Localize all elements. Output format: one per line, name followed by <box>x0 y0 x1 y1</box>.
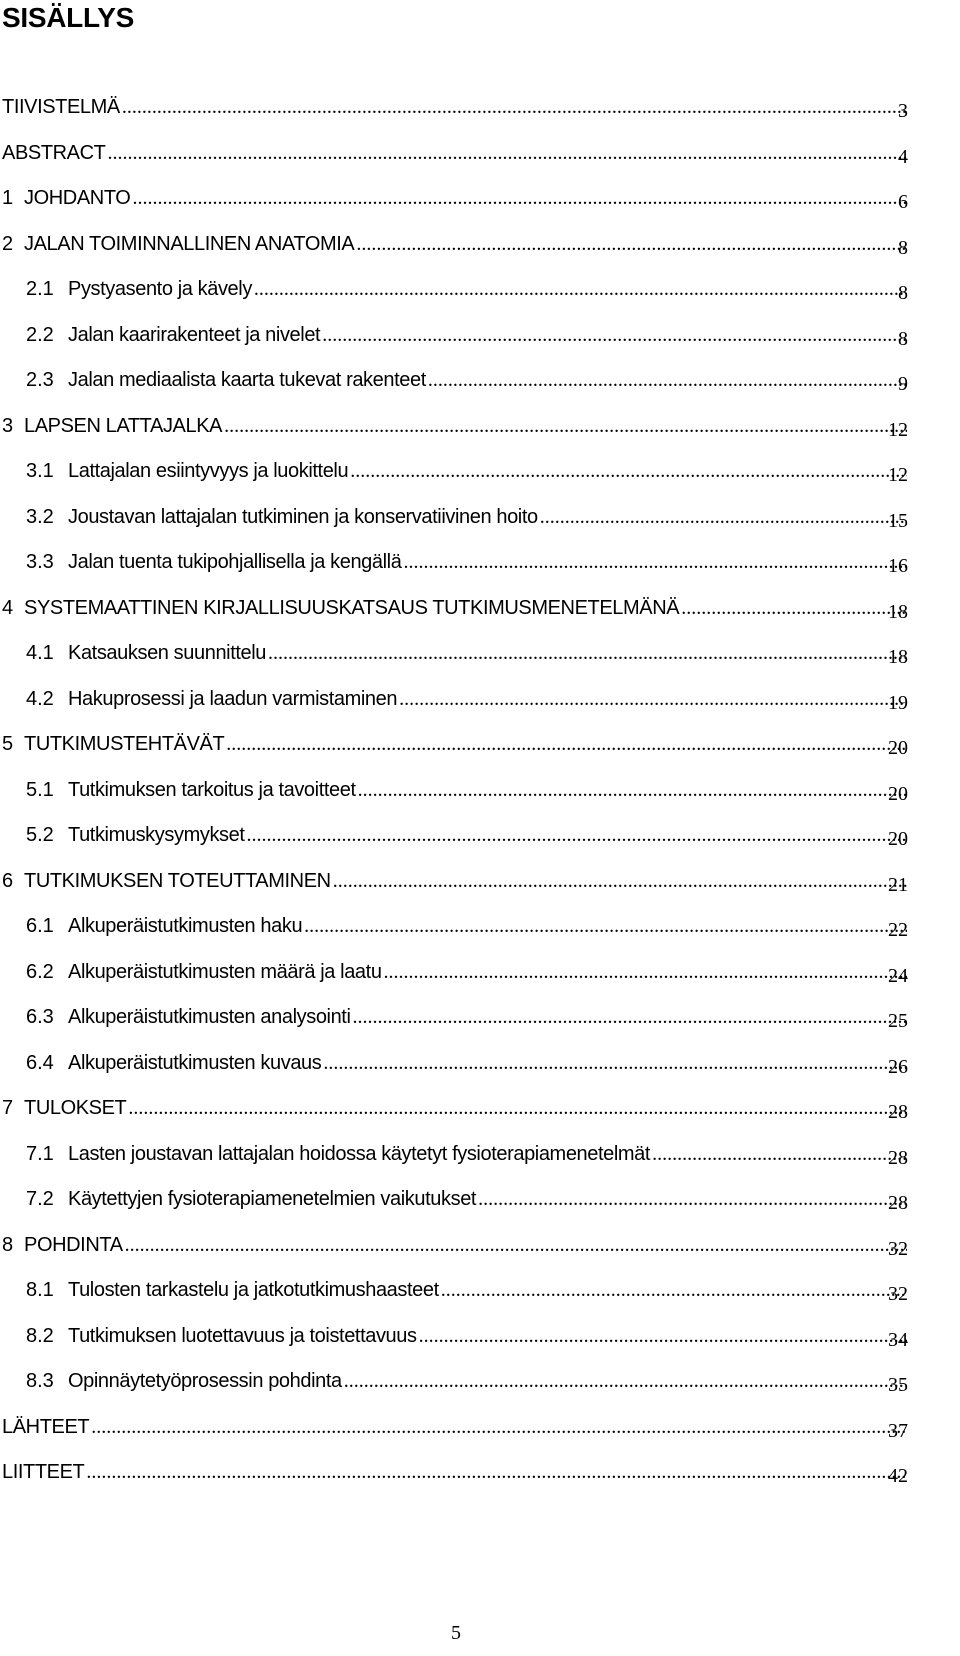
toc-entry[interactable] <box>0 956 960 1002</box>
toc-entry-line <box>26 506 907 536</box>
toc-entry-page: 35 <box>888 1374 908 1396</box>
toc-dot-leader <box>254 278 907 301</box>
toc-entry-page: 25 <box>888 1010 908 1032</box>
toc-entry[interactable] <box>0 1183 960 1229</box>
toc-entry[interactable] <box>0 1365 960 1411</box>
toc-entry-title: JOHDANTO <box>24 187 131 209</box>
toc-entry-title: Jalan tuenta tukipohjallisella ja kengällä <box>68 551 402 573</box>
toc-entry-title: TULOKSET <box>24 1097 127 1119</box>
toc-entry[interactable] <box>0 637 960 683</box>
toc-entry-number: 3 <box>2 414 14 437</box>
toc-entry-number: 2.3 <box>26 369 54 391</box>
toc-entry-page: 20 <box>888 828 908 850</box>
toc-dot-leader <box>652 1143 907 1166</box>
toc-dot-leader <box>107 142 907 165</box>
toc-entry-page: 8 <box>898 282 908 304</box>
toc-entry-number: 6.3 <box>26 1006 54 1028</box>
toc-dot-leader <box>128 1097 907 1120</box>
toc-entry-page: 20 <box>888 737 908 759</box>
toc-dot-leader <box>224 415 907 438</box>
toc-dot-leader <box>540 506 907 529</box>
toc-dot-leader <box>247 824 907 847</box>
toc-dot-leader <box>322 324 907 347</box>
toc-dot-leader <box>333 870 907 893</box>
toc-dot-leader <box>478 1188 907 1211</box>
toc-entry[interactable] <box>0 774 960 820</box>
toc-entry-line <box>26 1325 907 1355</box>
toc-entry-title: Jalan mediaalista kaarta tukevat rakenteet <box>68 369 426 391</box>
page-title: SISÄLLYS <box>2 2 134 33</box>
toc-dot-leader <box>91 1416 907 1439</box>
toc-entry-title: LIITTEET <box>2 1461 85 1483</box>
toc-entry-line <box>26 824 907 854</box>
toc-dot-leader <box>344 1370 907 1393</box>
toc-entry-title: TUTKIMUKSEN TOTEUTTAMINEN <box>24 869 331 892</box>
toc-entry[interactable] <box>0 1456 960 1502</box>
toc-entry-page: 18 <box>888 600 908 623</box>
toc-entry[interactable] <box>0 501 960 547</box>
toc-entry-page: 16 <box>888 555 908 577</box>
toc-entry-number: 4 <box>2 596 14 619</box>
toc-entry-title: Jalan kaarirakenteet ja nivelet <box>68 323 321 346</box>
toc-entry-title: Alkuperäistutkimusten haku <box>68 915 303 937</box>
toc-entry-line <box>2 1416 907 1446</box>
toc-entry-line <box>26 324 907 354</box>
toc-entry-number: 8.1 <box>26 1279 54 1301</box>
toc-entry-line <box>2 415 907 445</box>
toc-entry-number: 7 <box>2 1097 14 1119</box>
toc-entry-page: 34 <box>888 1328 908 1351</box>
toc-entry-line <box>26 1279 907 1309</box>
toc-dot-leader <box>226 733 907 756</box>
toc-entry-title: TUTKIMUSTEHTÄVÄT <box>24 733 225 755</box>
toc-entry-line <box>2 1097 907 1127</box>
toc-entry[interactable] <box>0 410 960 456</box>
toc-entry-number: 1 <box>2 187 14 209</box>
toc-entry-number: 4.1 <box>26 642 54 664</box>
toc-entry-line <box>2 597 907 627</box>
toc-entry-number: 6.4 <box>26 1051 54 1074</box>
toc-entry-number: 2.2 <box>26 323 54 346</box>
toc-entry[interactable] <box>0 1092 960 1138</box>
toc-entry-title: SYSTEMAATTINEN KIRJALLISUUSKATSAUS TUTKIMUSMENETELMÄNÄ <box>24 596 680 619</box>
toc-entry-line <box>26 688 907 718</box>
toc-entry-line <box>2 187 907 217</box>
toc-dot-leader <box>441 1279 907 1302</box>
toc-entry[interactable] <box>0 728 960 774</box>
toc-entry-page: 12 <box>888 464 908 486</box>
toc-entry-number: 3.3 <box>26 551 54 573</box>
toc-entry[interactable] <box>0 455 960 501</box>
toc-entry[interactable] <box>0 137 960 183</box>
toc-entry-number: 5.1 <box>26 778 54 801</box>
toc-entry-page: 18 <box>888 646 908 668</box>
toc-entry-line <box>2 233 907 263</box>
toc-entry[interactable] <box>0 910 960 956</box>
toc-entry-number: 7.2 <box>26 1188 54 1210</box>
toc-entry-line <box>26 915 907 945</box>
toc-entry-title: Opinnäytetyöprosessin pohdinta <box>68 1370 342 1392</box>
toc-dot-leader <box>350 460 907 483</box>
toc-dot-leader <box>356 233 907 256</box>
toc-entry-title: Lasten joustavan lattajalan hoidossa käytetyt fysioterapiamenetelmät <box>68 1142 651 1165</box>
toc-entry-number: 6.1 <box>26 915 54 937</box>
toc-entry-page: 3 <box>898 100 908 122</box>
toc-entry-title: Joustavan lattajalan tutkiminen ja konservatiivinen hoito <box>68 505 538 528</box>
toc-entry-line <box>26 460 907 490</box>
toc-entry-title: Tulosten tarkastelu ja jatkotutkimushaasteet <box>68 1279 439 1301</box>
toc-dot-leader <box>419 1325 907 1348</box>
toc-entry[interactable] <box>0 683 960 729</box>
toc-entry-line <box>2 142 907 172</box>
toc-entry-page: 21 <box>888 873 908 896</box>
toc-entry-title: Lattajalan esiintyvyys ja luokittelu <box>68 460 349 482</box>
toc-dot-leader <box>122 96 907 119</box>
toc-entry-number: 5 <box>2 733 14 755</box>
toc-entry[interactable] <box>0 364 960 410</box>
toc-dot-leader <box>132 187 907 210</box>
toc-entry-number: 8.3 <box>26 1370 54 1392</box>
toc-entry-page: 22 <box>888 919 908 941</box>
toc-entry-page: 15 <box>888 509 908 532</box>
toc-entry-title: Hakuprosessi ja laadun varmistaminen <box>68 687 398 710</box>
toc-entry-line <box>26 551 907 581</box>
toc-entry-title: Käytettyjen fysioterapiamenetelmien vaikutukset <box>68 1188 477 1210</box>
toc-entry[interactable] <box>0 1001 960 1047</box>
toc-entry-title: ABSTRACT <box>2 141 106 164</box>
toc-dot-leader <box>353 1006 907 1029</box>
toc-entry-title: LÄHTEET <box>2 1415 90 1438</box>
toc-entry-title: Alkuperäistutkimusten kuvaus <box>68 1051 322 1074</box>
toc-entry-page: 42 <box>888 1465 908 1487</box>
toc-entry[interactable] <box>0 273 960 319</box>
toc-entry[interactable] <box>0 546 960 592</box>
toc-dot-leader <box>399 688 907 711</box>
toc-entry-number: 6.2 <box>26 960 54 983</box>
toc-entry-line <box>2 733 907 763</box>
toc-entry-title: TIIVISTELMÄ <box>2 96 120 118</box>
toc-entry-page: 26 <box>888 1055 908 1078</box>
toc-entry[interactable] <box>0 182 960 228</box>
toc-entry-number: 5.2 <box>26 824 54 846</box>
toc-entry-number: 8 <box>2 1233 14 1256</box>
toc-entry-line <box>26 1052 907 1082</box>
toc-entry-page: 8 <box>898 327 908 350</box>
toc-entry-line <box>2 96 907 126</box>
toc-entry-title: POHDINTA <box>24 1233 123 1256</box>
toc-entry[interactable] <box>0 91 960 137</box>
toc-entry[interactable] <box>0 1274 960 1320</box>
toc-entry[interactable] <box>0 1138 960 1184</box>
table-of-contents <box>0 91 960 1502</box>
toc-entry-title: Tutkimuksen luotettavuus ja toistettavuus <box>68 1324 417 1347</box>
toc-entry[interactable] <box>0 1320 960 1366</box>
toc-entry-page: 24 <box>888 964 908 987</box>
toc-dot-leader <box>304 915 907 938</box>
toc-entry-title: JALAN TOIMINNALLINEN ANATOMIA <box>24 232 355 255</box>
toc-dot-leader <box>428 369 907 392</box>
toc-entry-title: Alkuperäistutkimusten analysointi <box>68 1006 351 1028</box>
toc-entry[interactable] <box>0 228 960 274</box>
toc-entry[interactable] <box>0 1411 960 1457</box>
toc-entry-number: 6 <box>2 869 14 892</box>
toc-entry-page: 28 <box>888 1192 908 1214</box>
toc-entry-line <box>26 369 907 399</box>
toc-entry-title: Pystyasento ja kävely <box>68 278 252 300</box>
toc-entry-line <box>26 961 907 991</box>
toc-entry-number: 8.2 <box>26 1324 54 1347</box>
toc-entry-line <box>26 779 907 809</box>
toc-entry[interactable] <box>0 319 960 365</box>
toc-dot-leader <box>323 1052 907 1075</box>
toc-entry[interactable] <box>0 1047 960 1093</box>
toc-entry-number: 4.2 <box>26 687 54 710</box>
toc-dot-leader <box>681 597 907 620</box>
toc-entry-line <box>26 1143 907 1173</box>
toc-entry-line <box>26 642 907 672</box>
toc-entry-page: 32 <box>888 1283 908 1305</box>
toc-entry-page: 9 <box>898 373 908 395</box>
toc-entry[interactable] <box>0 819 960 865</box>
toc-entry-number: 3.2 <box>26 505 54 528</box>
toc-entry-page: 4 <box>898 145 908 168</box>
toc-entry-line <box>2 1234 907 1264</box>
toc-entry[interactable] <box>0 865 960 911</box>
toc-entry-title: LAPSEN LATTAJALKA <box>24 414 223 437</box>
toc-dot-leader <box>86 1461 907 1484</box>
toc-dot-leader <box>384 961 907 984</box>
toc-entry-title: Katsauksen suunnittelu <box>68 642 267 664</box>
toc-entry-number: 3.1 <box>26 460 54 482</box>
toc-entry-title: Alkuperäistutkimusten määrä ja laatu <box>68 960 382 983</box>
toc-entry-line <box>2 870 907 900</box>
toc-entry-number: 7.1 <box>26 1142 54 1165</box>
toc-entry-page: 19 <box>888 691 908 714</box>
toc-entry-page: 12 <box>888 418 908 441</box>
toc-entry-page: 32 <box>888 1237 908 1260</box>
toc-entry-number: 2 <box>2 232 14 255</box>
toc-dot-leader <box>403 551 907 574</box>
toc-entry-title: Tutkimuskysymykset <box>68 824 245 846</box>
toc-entry-page: 28 <box>888 1146 908 1169</box>
toc-dot-leader <box>125 1234 907 1257</box>
toc-entry-line <box>26 278 907 308</box>
toc-dot-leader <box>268 642 907 665</box>
toc-entry[interactable] <box>0 592 960 638</box>
toc-entry-page: 37 <box>888 1419 908 1442</box>
toc-entry-number: 2.1 <box>26 278 54 300</box>
page-number: 5 <box>451 1622 461 1644</box>
toc-entry-line <box>26 1006 907 1036</box>
toc-entry-page: 28 <box>888 1101 908 1123</box>
toc-entry-line <box>26 1188 907 1218</box>
toc-entry[interactable] <box>0 1229 960 1275</box>
toc-entry-page: 8 <box>898 236 908 259</box>
toc-entry-page: 6 <box>898 191 908 213</box>
toc-dot-leader <box>358 779 907 802</box>
toc-entry-line <box>26 1370 907 1400</box>
toc-entry-line <box>2 1461 907 1491</box>
toc-entry-page: 20 <box>888 782 908 805</box>
toc-entry-title: Tutkimuksen tarkoitus ja tavoitteet <box>68 778 356 801</box>
